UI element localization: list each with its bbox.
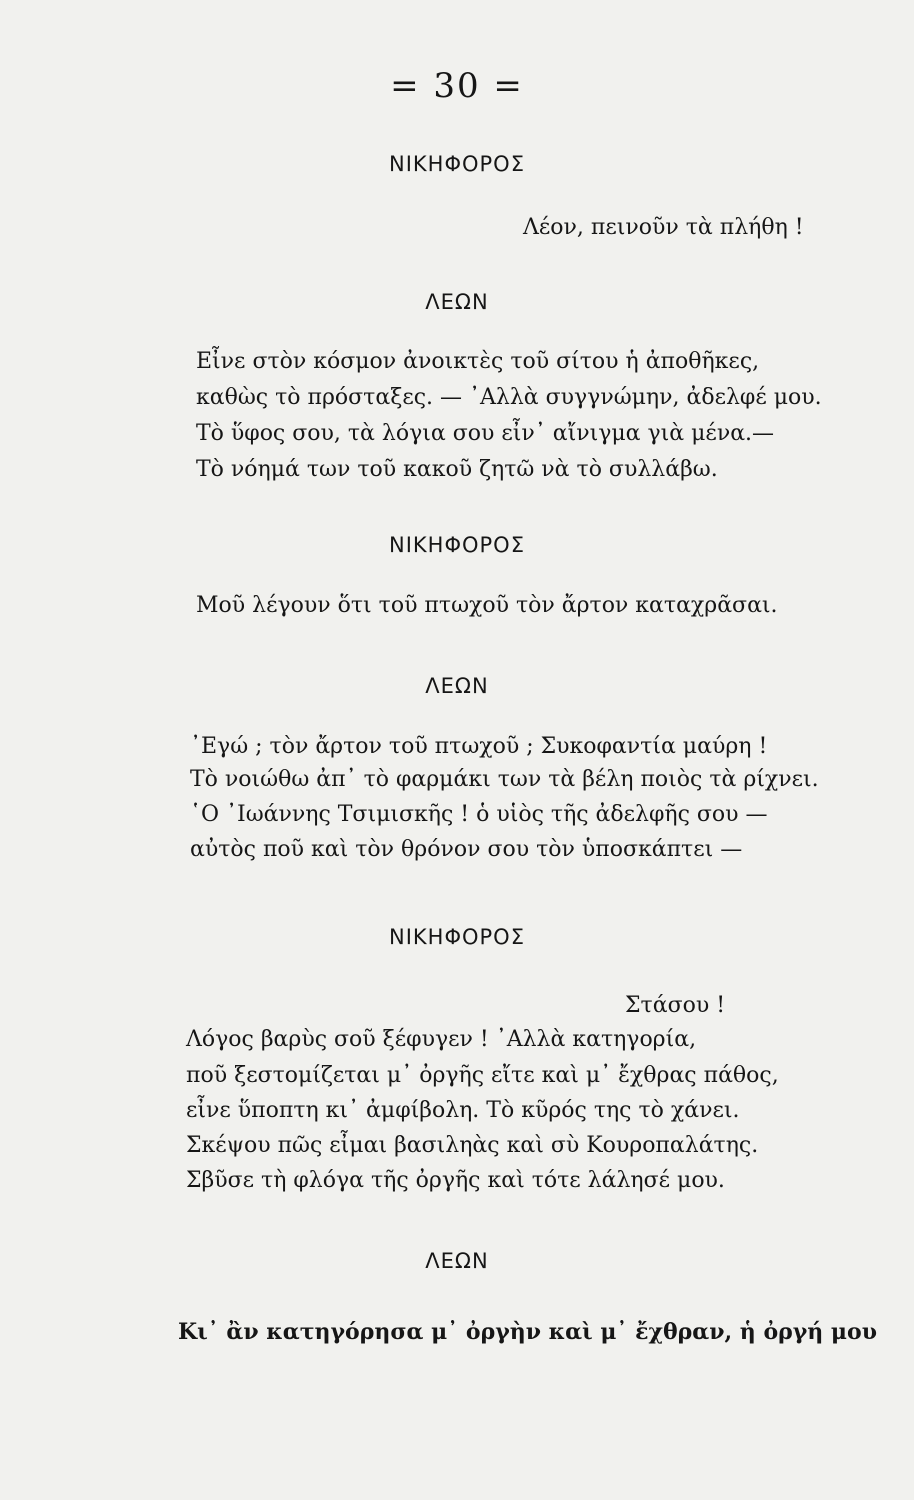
verse-line: εἶνε ὕποπτη κι᾿ ἀμφίβολη. Τὸ κῦρός της τὸ χάνει.	[186, 1098, 740, 1123]
verse-line: Στάσου !	[625, 993, 726, 1018]
verse-line: Σκέψου πῶς εἶμαι βασιληὰς καὶ σὺ Κουροπαλάτης.	[186, 1133, 759, 1158]
speaker-name: ΛΕΩΝ	[425, 1249, 489, 1273]
verse-line: Μοῦ λέγουν ὅτι τοῦ πτωχοῦ τὸν ἄρτον καταχρᾶσαι.	[196, 593, 778, 618]
verse-line: αὐτὸς ποῦ καὶ τὸν θρόνον σου τὸν ὑποσκάπτει —	[190, 837, 743, 862]
verse-line: Τὸ νόημά των τοῦ κακοῦ ζητῶ νὰ τὸ συλλάβω.	[196, 457, 718, 482]
verse-line: Λέον, πεινοῦν τὰ πλήθη !	[523, 215, 804, 240]
verse-line: Σβῦσε τὴ φλόγα τῆς ὀργῆς καὶ τότε λάλησέ μου.	[186, 1168, 725, 1193]
verse-line: Τὸ ὕφος σου, τὰ λόγια σου εἶν᾿ αἴνιγμα γιὰ μένα.—	[196, 421, 775, 446]
speaker-name: ΝΙΚΗΦΟΡΟΣ	[389, 533, 525, 557]
speaker-name: ΛΕΩΝ	[425, 674, 489, 698]
speaker-name: ΛΕΩΝ	[425, 290, 489, 314]
verse-line: ποῦ ξεστομίζεται μ᾿ ὀργῆς εἴτε καὶ μ᾿ ἔχθρας πάθος,	[186, 1063, 779, 1088]
verse-line: Κι᾿ ἂν κατηγόρησα μ᾿ ὀργὴν καὶ μ᾿ ἔχθραν, ἡ ὀργή μου	[178, 1319, 877, 1345]
verse-line: Λόγος βαρὺς σοῦ ξέφυγεν ! ᾿Αλλὰ κατηγορία,	[186, 1027, 697, 1052]
verse-line: Εἶνε στὸν κόσμον ἀνοικτὲς τοῦ σίτου ἡ ἀποθῆκες,	[196, 349, 760, 374]
speaker-name: ΝΙΚΗΦΟΡΟΣ	[389, 925, 525, 949]
verse-line: καθὼς τὸ πρόσταξες. — ᾿Αλλὰ συγγνώμην, ἀδελφέ μου.	[196, 385, 822, 410]
verse-line: Τὸ νοιώθω ἀπ᾿ τὸ φαρμάκι των τὰ βέλη ποιὸς τὰ ρίχνει.	[190, 767, 819, 792]
verse-line: ῾Ο ᾿Ιωάννης Τσιμισκῆς ! ὁ υἱὸς τῆς ἀδελφῆς σου —	[190, 802, 768, 827]
page-number: = 30 =	[390, 66, 524, 106]
verse-line: ᾿Εγώ ; τὸν ἄρτον τοῦ πτωχοῦ ; Συκοφαντία μαύρη !	[190, 734, 768, 759]
speaker-name: ΝΙΚΗΦΟΡΟΣ	[389, 152, 525, 176]
